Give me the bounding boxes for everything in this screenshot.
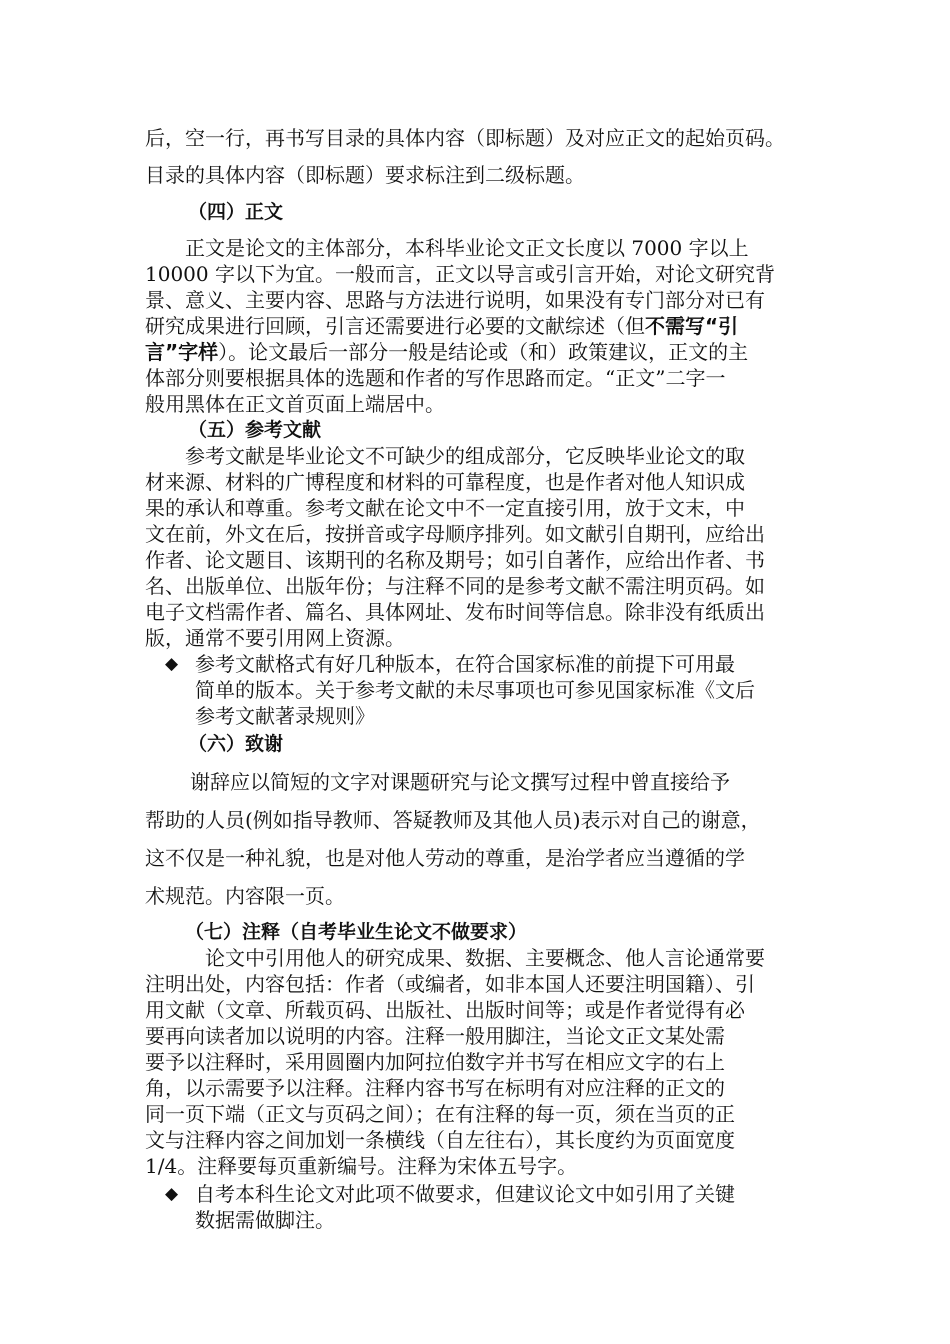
sec4-line-5-text: ）。论文最后一部分一般是结论或（和）政策建议，正文的主 [218, 340, 749, 364]
sec4-line-2: 10000 字以下为宜。一般而言，正文以导言或引言开始，对论文研究背 [145, 262, 775, 286]
sec4-line-7: 般用黑体在正文首页面上端居中。 [145, 392, 445, 416]
sec7-line-3: 用文献（文章、所载页码、出版社、出版时间等；或是作者觉得有必 [145, 998, 745, 1022]
sec5-bullet-line-1: 参考文献格式有好几种版本，在符合国家标准的前提下可用最 [195, 652, 735, 676]
section-heading-7: （七）注释（自考毕业生论文不做要求） [185, 921, 528, 943]
sec4-line-4-bold: 不需写“引 [645, 314, 739, 338]
diamond-bullet-icon: ◆ [165, 1184, 179, 1204]
sec7-line-5: 要予以注释时，采用圆圈内加阿拉伯数字并书写在相应文字的右上 [145, 1050, 725, 1074]
sec4-line-5-bold: 言”字样 [145, 340, 219, 364]
sec6-line-3: 这不仅是一种礼貌，也是对他人劳动的尊重，是治学者应当遵循的学 [145, 846, 745, 870]
section-heading-4: （四）正文 [188, 201, 284, 223]
sec7-line-2: 注明出处，内容包括：作者（或编者，如非本国人还要注明国籍）、引 [145, 972, 755, 996]
sec5-bullet-line-3: 参考文献著录规则》 [195, 704, 375, 728]
sec5-line-1: 参考文献是毕业论文不可缺少的组成部分，它反映毕业论文的取 [185, 444, 745, 468]
sec7-line-1: 论文中引用他人的研究成果、数据、主要概念、他人言论通常要 [205, 946, 765, 970]
sec6-line-1: 谢辞应以简短的文字对课题研究与论文撰写过程中曾直接给予 [190, 770, 730, 794]
sec4-line-3: 景、意义、主要内容、思路与方法进行说明，如果没有专门部分对已有 [145, 288, 765, 312]
sec4-line-6: 体部分则要根据具体的选题和作者的写作思路而定。“正文”二字一 [145, 366, 726, 390]
sec7-line-6: 角，以示需要予以注释。注释内容书写在标明有对应注释的正文的 [145, 1076, 725, 1100]
sec4-line-5 [145, 340, 748, 364]
intro-line-2: 目录的具体内容（即标题）要求标注到二级标题。 [145, 163, 585, 187]
sec5-line-2: 材来源、材料的广博程度和材料的可靠程度，也是作者对他人知识成 [145, 470, 745, 494]
sec7-line-9: 1/4。注释要每页重新编号。注释为宋体五号字。 [145, 1154, 578, 1178]
sec5-line-8: 版，通常不要引用网上资源。 [145, 626, 405, 650]
section-heading-6: （六）致谢 [188, 733, 284, 755]
sec5-line-6: 名、出版单位、出版年份；与注释不同的是参考文献不需注明页码。如 [145, 574, 765, 598]
sec7-bullet-line-2: 数据需做脚注。 [195, 1208, 335, 1232]
sec7-bullet-line-1: 自考本科生论文对此项不做要求，但建议论文中如引用了关键 [195, 1182, 735, 1206]
diamond-bullet-icon: ◆ [165, 654, 179, 674]
sec6-line-2: 帮助的人员(例如指导教师、答疑教师及其他人员)表示对自己的谢意， [145, 808, 761, 832]
sec4-line-4 [145, 314, 738, 338]
sec5-line-7: 电子文档需作者、篇名、具体网址、发布时间等信息。除非没有纸质出 [145, 600, 765, 624]
sec7-line-7: 同一页下端（正文与页码之间）；在有注释的每一页，须在当页的正 [145, 1102, 735, 1126]
sec7-line-8: 文与注释内容之间加划一条横线（自左往右），其长度约为页面宽度 [145, 1128, 735, 1152]
sec5-line-5: 作者、论文题目、该期刊的名称及期号；如引自著作，应给出作者、书 [145, 548, 765, 572]
sec4-line-1: 正文是论文的主体部分，本科毕业论文正文长度以 7000 字以上 [185, 236, 749, 260]
section-heading-5: （五）参考文献 [188, 419, 322, 441]
sec5-line-3: 果的承认和尊重。参考文献在论文中不一定直接引用，放于文末，中 [145, 496, 745, 520]
sec7-line-4: 要再向读者加以说明的内容。注释一般用脚注，当论文正文某处需 [145, 1024, 725, 1048]
intro-line-1: 后，空一行，再书写目录的具体内容（即标题）及对应正文的起始页码。 [145, 126, 785, 150]
sec5-line-4: 文在前，外文在后，按拼音或字母顺序排列。如文献引自期刊，应给出 [145, 522, 765, 546]
sec5-bullet-line-2: 简单的版本。关于参考文献的未尽事项也可参见国家标准《文后 [195, 678, 755, 702]
sec4-line-4-text: 研究成果进行回顾，引言还需要进行必要的文献综述（但 [145, 314, 645, 338]
sec6-line-4: 术规范。内容限一页。 [145, 884, 345, 908]
